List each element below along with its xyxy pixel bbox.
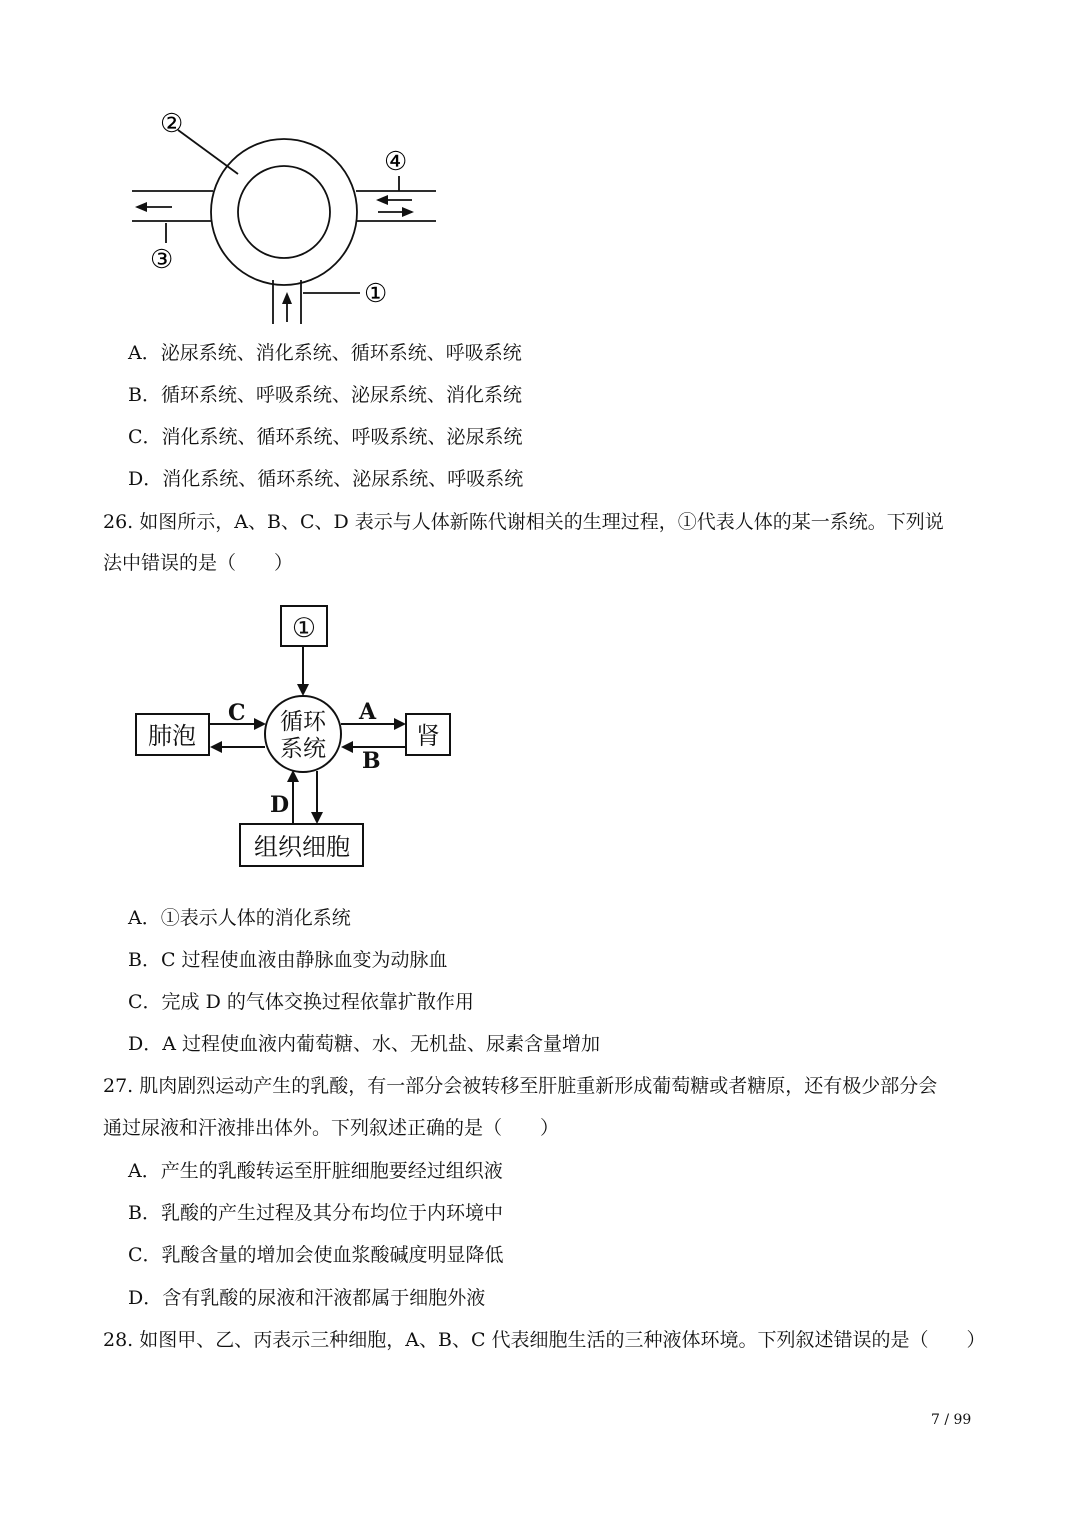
inner-ring xyxy=(238,166,330,258)
q26-stem-line1: 26. 如图所示，A、B、C、D 表示与人体新陈代谢相关的生理过程，①代表人体的某一系统。下列说 xyxy=(103,511,944,533)
q27-option-a: A．产生的乳酸转运至肝脏细胞要经过组织液 xyxy=(128,1160,503,1182)
q27-option-c: C．乳酸含量的增加会使血浆酸碱度明显降低 xyxy=(128,1244,504,1266)
label-d: D xyxy=(270,792,290,818)
circulation-system-diagram xyxy=(130,598,460,873)
q27-stem-line1: 27. 肌肉剧烈运动产生的乳酸，有一部分会被转移至肝脏重新形成葡萄糖或者糖原，还有极少部分会 xyxy=(103,1075,938,1097)
circle-label-1: ① xyxy=(364,279,388,309)
outer-ring xyxy=(211,139,357,285)
q25-option-d: D．消化系统、循环系统、泌尿系统、呼吸系统 xyxy=(128,468,524,490)
q26-option-b: B．C 过程使血液由静脉血变为动脉血 xyxy=(128,949,448,971)
circle-label-3: ③ xyxy=(150,245,174,275)
center-label-line1: 循环 xyxy=(280,709,326,735)
q26-stem-line2: 法中错误的是（ ） xyxy=(103,552,294,574)
q27-option-b: B．乳酸的产生过程及其分布均位于内环境中 xyxy=(128,1202,503,1224)
label-b: B xyxy=(362,748,381,774)
q27-stem-line2: 通过尿液和汗液排出体外。下列叙述正确的是（ ） xyxy=(103,1117,560,1139)
q27-option-d: D．含有乳酸的尿液和汗液都属于细胞外液 xyxy=(128,1287,486,1309)
top-box-label: ① xyxy=(291,613,317,644)
right-box-label: 肾 xyxy=(416,722,440,750)
bottom-box-label: 组织细胞 xyxy=(254,833,350,861)
label-c: C xyxy=(228,700,246,726)
center-label-line2: 系统 xyxy=(280,736,326,762)
circle-label-2: ② xyxy=(160,109,184,139)
page-number: 7 / 99 xyxy=(931,1412,972,1428)
left-box-label: 肺泡 xyxy=(148,722,196,750)
q26-option-c: C．完成 D 的气体交换过程依靠扩散作用 xyxy=(128,991,474,1013)
q25-option-a: A．泌尿系统、消化系统、循环系统、呼吸系统 xyxy=(128,342,522,364)
label-a: A xyxy=(359,699,377,725)
q25-option-b: B．循环系统、呼吸系统、泌尿系统、消化系统 xyxy=(128,384,522,406)
q26-option-a: A．①表示人体的消化系统 xyxy=(128,907,351,929)
organ-system-diagram xyxy=(120,100,450,330)
circle-label-4: ④ xyxy=(384,147,408,177)
q25-option-c: C．消化系统、循环系统、呼吸系统、泌尿系统 xyxy=(128,426,523,448)
q26-option-d: D．A 过程使血液内葡萄糖、水、无机盐、尿素含量增加 xyxy=(128,1033,600,1055)
q28-stem-line1: 28. 如图甲、乙、丙表示三种细胞，A、B、C 代表细胞生活的三种液体环境。下列叙述错误的是（ ） xyxy=(103,1329,986,1351)
